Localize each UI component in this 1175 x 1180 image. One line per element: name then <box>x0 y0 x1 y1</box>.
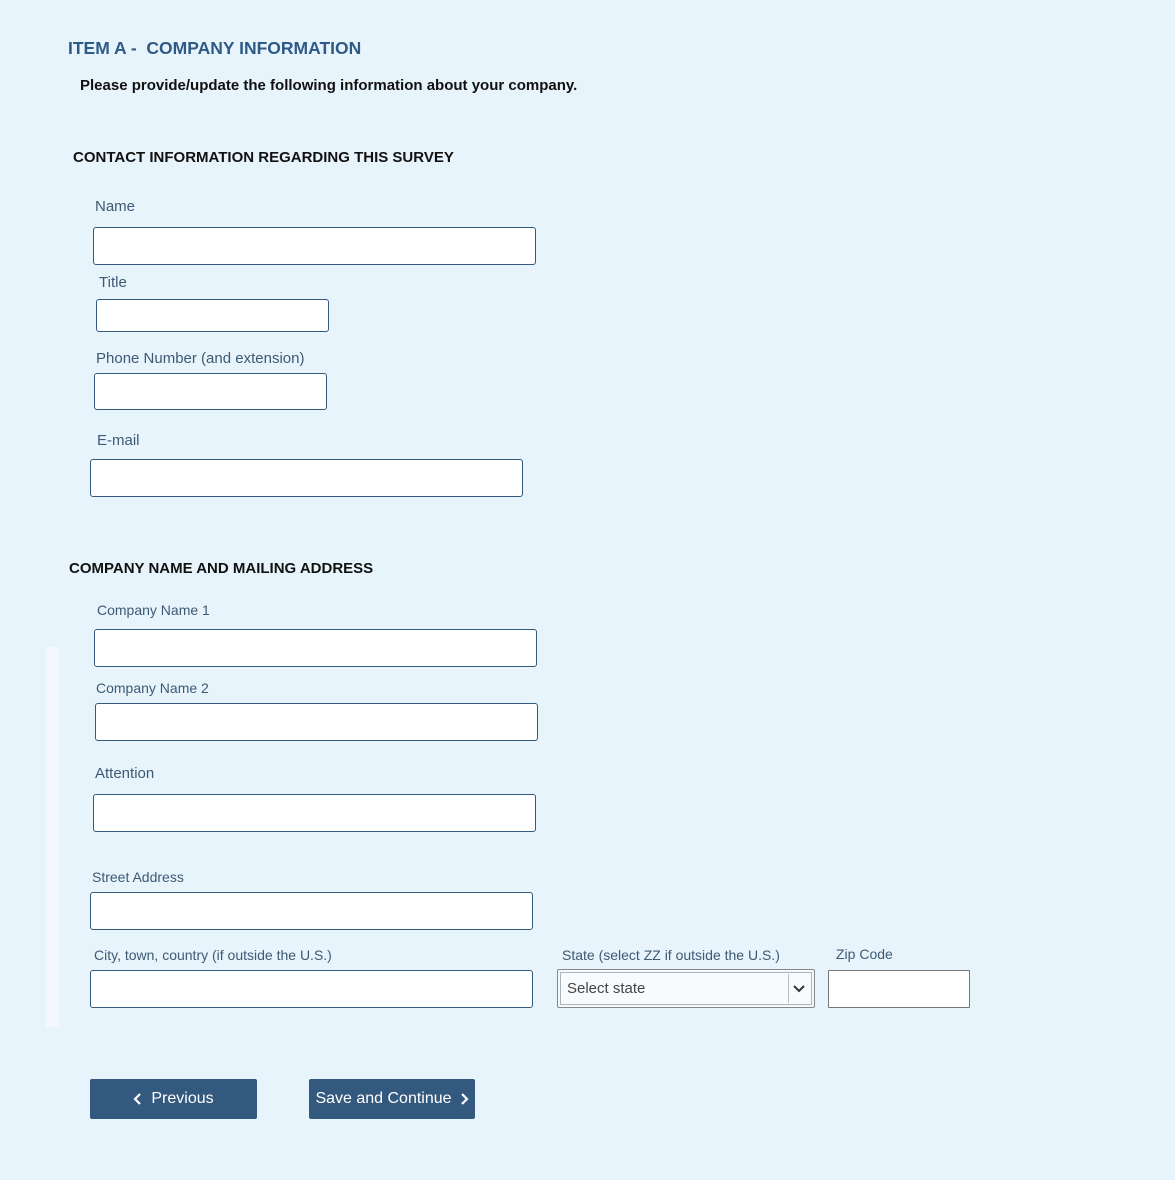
state-label: State (select ZZ if outside the U.S.) <box>562 947 780 963</box>
left-strip-decoration <box>46 647 59 1027</box>
phone-input[interactable] <box>94 373 327 410</box>
city-label: City, town, country (if outside the U.S.) <box>94 947 332 963</box>
email-label: E-mail <box>97 432 140 449</box>
chevron-right-icon <box>459 1092 469 1106</box>
chevron-down-icon[interactable] <box>791 979 807 999</box>
company-section-heading: COMPANY NAME AND MAILING ADDRESS <box>69 560 374 577</box>
state-select-divider <box>788 974 789 1003</box>
previous-button-label: Previous <box>151 1090 214 1107</box>
page-title: ITEM A - COMPANY INFORMATION <box>68 38 362 58</box>
attention-input[interactable] <box>93 794 536 832</box>
phone-label: Phone Number (and extension) <box>96 350 305 367</box>
save-and-continue-button[interactable] <box>309 1079 475 1119</box>
zip-label: Zip Code <box>836 946 893 962</box>
company-name-2-label: Company Name 2 <box>96 680 209 696</box>
page-intro: Please provide/update the following information about your company. <box>80 77 578 94</box>
save-and-continue-button-label: Save and Continue <box>315 1090 452 1107</box>
title-label: Title <box>99 274 127 291</box>
city-input[interactable] <box>90 970 533 1008</box>
state-select[interactable] <box>557 969 815 1008</box>
state-selected-value: Select state <box>567 980 646 997</box>
company-name-1-label: Company Name 1 <box>97 602 210 618</box>
chevron-left-icon <box>133 1092 143 1106</box>
email-input[interactable] <box>90 459 523 497</box>
state-select-field[interactable] <box>560 972 812 1005</box>
name-label: Name <box>95 198 136 215</box>
name-input[interactable] <box>93 227 536 265</box>
street-address-label: Street Address <box>92 869 184 885</box>
attention-label: Attention <box>95 765 155 782</box>
zip-input[interactable] <box>828 970 970 1008</box>
title-input[interactable] <box>96 299 329 332</box>
previous-button[interactable] <box>90 1079 257 1119</box>
street-address-input[interactable] <box>90 892 533 930</box>
contact-section-heading: CONTACT INFORMATION REGARDING THIS SURVEY <box>73 149 454 166</box>
company-name-1-input[interactable] <box>94 629 537 667</box>
company-name-2-input[interactable] <box>95 703 538 741</box>
